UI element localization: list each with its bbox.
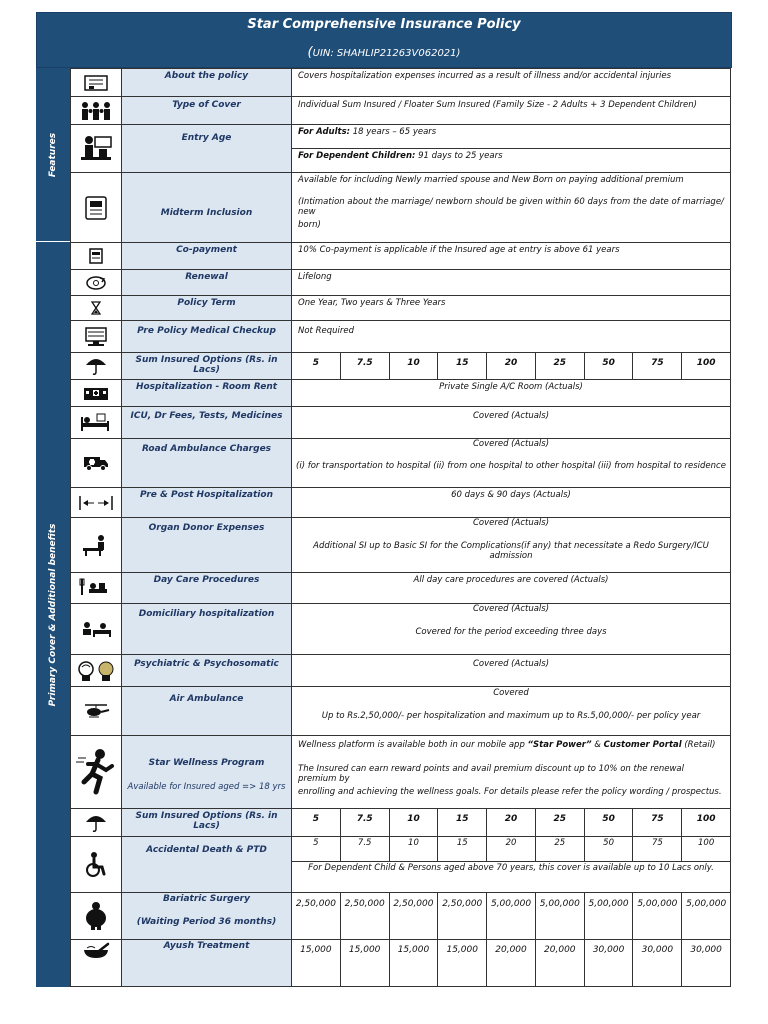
midterm-line-1: Available for including Newly married spouse and New Born on paying additional premium: [298, 175, 684, 185]
row-value: One Year, Two years & Three Years: [298, 298, 446, 308]
divider: [292, 861, 730, 862]
sum-insured-cell: 7.5: [341, 353, 390, 379]
organ-donor-line-2: Additional SI up to Basic SI for the Complications(if any) that necessitate a Redo Surgery/ICU admission: [313, 541, 709, 561]
accidental-value-cell: 50: [585, 837, 634, 861]
policy-title: Star Comprehensive Insurance Policy: [247, 17, 521, 32]
row-label: Hospitalization - Room Rent: [135, 382, 278, 392]
row-ayush-treatment: [70, 940, 731, 987]
row-value: Covered (Actuals): [472, 411, 550, 421]
row-accidental-death-ptd: [70, 837, 731, 893]
wellness-line-2: The Insured can earn reward points and avail premium discount up to 10% on the renewal premium by: [298, 764, 685, 784]
sum-insured-cell: 20: [487, 809, 536, 836]
midterm-line-3: born): [298, 220, 321, 230]
row-day-care: [70, 573, 731, 604]
umbrella-icon: [70, 353, 122, 379]
bariatric-value-cell: 5,00,000: [536, 893, 585, 939]
accidental-value-cell: 75: [633, 837, 682, 861]
organ-donor-line-1: Covered (Actuals): [472, 518, 550, 528]
row-value: All day care procedures are covered (Actuals): [413, 575, 609, 585]
row-label: Renewal: [185, 272, 228, 282]
runner-icon: [70, 736, 122, 808]
row-label: Organ Donor Expenses: [148, 523, 265, 533]
row-label: Midterm Inclusion: [160, 208, 253, 218]
ayush-value-cell: 15,000: [292, 940, 341, 986]
accidental-value-cell: 25: [536, 837, 585, 861]
hospital-building-icon: [70, 380, 122, 406]
row-value: Lifelong: [298, 272, 332, 282]
person-at-desk-icon: [70, 125, 122, 172]
row-domiciliary: [70, 604, 731, 655]
home-care-icon: [70, 604, 122, 654]
air-ambulance-line-1: Covered: [493, 688, 529, 698]
sum-insured-cell: 5: [292, 353, 341, 379]
row-label: Star Wellness Program: [148, 758, 265, 768]
row-air-ambulance: [70, 687, 731, 736]
accidental-note: For Dependent Child & Persons aged above 70 years, this cover is available up to 10 Lacs only.: [308, 863, 714, 873]
row-icu-dr-fees: [70, 407, 731, 439]
accidental-value-cell: 15: [438, 837, 487, 861]
psychiatric-heads-icon: [70, 655, 122, 686]
road-ambulance-line-2: (i) for transportation to hospital (ii) from one hospital to other hospital (iii) from hospital to residence: [296, 461, 726, 471]
domiciliary-line-2: Covered for the period exceeding three days: [415, 627, 607, 637]
bill-icon: [70, 243, 122, 269]
row-about-policy: [70, 68, 731, 97]
row-label: Day Care Procedures: [153, 575, 260, 585]
ayush-value-cell: 20,000: [536, 940, 585, 986]
row-co-payment: [70, 243, 731, 270]
sum-insured-cell: 100: [696, 814, 716, 824]
row-value: 60 days & 90 days (Actuals): [451, 490, 571, 500]
bariatric-values-grid: [292, 893, 730, 939]
sum-insured-cell: 20: [487, 353, 536, 379]
wellness-eligibility: Available for Insured aged => 18 yrs: [127, 782, 286, 792]
row-label: About the policy: [164, 71, 249, 81]
row-type-of-cover: [70, 97, 731, 125]
air-ambulance-line-2: Up to Rs.2,50,000/- per hospitalization and maximum up to Rs.5,00,000/- per policy year: [321, 711, 701, 721]
row-label: Policy Term: [177, 298, 236, 308]
row-sum-insured-options: [70, 353, 731, 380]
helicopter-icon: [70, 687, 122, 735]
sum-insured-cell: 75: [633, 809, 682, 836]
row-pre-policy-medical-checkup: [70, 321, 731, 353]
row-label: Road Ambulance Charges: [141, 444, 272, 454]
sum-insured-cell: 10: [390, 809, 439, 836]
family-icon: [70, 97, 122, 124]
features-section-label: Features: [48, 132, 58, 177]
primary-cover-section-bar: [36, 242, 70, 987]
ayush-value-cell: 20,000: [487, 940, 536, 986]
row-value: 10% Co-payment is applicable if the Insured age at entry is above 61 years: [298, 245, 620, 255]
policy-header: [36, 12, 732, 68]
row-value: Covered (Actuals): [472, 659, 550, 669]
row-label: Air Ambulance: [169, 694, 244, 704]
row-label: Entry Age: [181, 133, 232, 143]
row-pre-post-hospitalization: [70, 488, 731, 518]
computer-checkup-icon: [70, 321, 122, 352]
row-label: Bariatric Surgery: [162, 894, 250, 904]
bariatric-value-cell: 2,50,000: [292, 893, 341, 939]
divider: [292, 148, 730, 149]
accidental-values-grid: [292, 837, 730, 861]
ayush-value-cell: 15,000: [438, 940, 487, 986]
bariatric-value-cell: 5,00,000: [585, 893, 634, 939]
day-care-icon: [70, 573, 122, 603]
ayush-values-grid: [292, 940, 730, 986]
accidental-value-cell: 7.5: [341, 837, 390, 861]
surgery-patient-icon: [70, 518, 122, 572]
obese-person-icon: [70, 893, 122, 939]
accidental-value-cell: 5: [292, 837, 341, 861]
entry-age-children: For Dependent Children: 91 days to 25 years: [298, 151, 503, 161]
row-label: Type of Cover: [172, 100, 241, 110]
sum-insured-cell: 15: [438, 809, 487, 836]
domiciliary-line-1: Covered (Actuals): [472, 604, 550, 614]
renewal-cycle-icon: [70, 270, 122, 295]
ayush-value-cell: 30,000: [633, 940, 682, 986]
ayush-value-cell: 30,000: [585, 940, 634, 986]
range-arrows-icon: [70, 488, 122, 517]
sum-insured-cell: 25: [536, 809, 585, 836]
umbrella-icon: [70, 809, 122, 836]
row-bariatric-surgery: [70, 893, 731, 940]
row-label: Sum Insured Options (Rs. in Lacs): [135, 355, 278, 375]
row-value: Not Required: [298, 326, 354, 336]
sum-insured-cell: 15: [438, 353, 487, 379]
policy-uin: (UIN: SHAHLIP21263V062021): [307, 45, 461, 60]
wellness-line-3: enrolling and achieving the wellness goals. For details please refer the policy wording / prospectus.: [298, 787, 722, 797]
sum-insured-cell: 10: [390, 353, 439, 379]
bariatric-value-cell: 5,00,000: [686, 899, 727, 909]
row-room-rent: [70, 380, 731, 407]
sum-insured-cell: 5: [292, 809, 341, 836]
document-icon: [70, 69, 122, 96]
accidental-value-cell: 20: [487, 837, 536, 861]
mortar-pestle-icon: [70, 940, 122, 986]
sum-insured-cell: 50: [585, 353, 634, 379]
sum-insured-cell: 50: [585, 809, 634, 836]
accidental-value-cell: 10: [390, 837, 439, 861]
wellness-line-1: Wellness platform is available both in our mobile app “Star Power” & Customer Portal (Retail): [298, 740, 716, 750]
sum-insured-grid: [292, 809, 730, 836]
bariatric-value-cell: 5,00,000: [633, 893, 682, 939]
bariatric-value-cell: 5,00,000: [487, 893, 536, 939]
bariatric-waiting-period: (Waiting Period 36 months): [136, 917, 277, 927]
row-label: Ayush Treatment: [163, 941, 250, 951]
road-ambulance-line-1: Covered (Actuals): [472, 439, 550, 449]
row-sum-insured-options-2: [70, 809, 731, 837]
row-entry-age: [70, 125, 731, 173]
row-star-wellness: [70, 736, 731, 809]
accidental-value-cell: 100: [698, 838, 715, 848]
bariatric-value-cell: 2,50,000: [438, 893, 487, 939]
row-value: Individual Sum Insured / Floater Sum Insured (Family Size - 2 Adults + 3 Dependent Children): [298, 100, 697, 110]
row-organ-donor: [70, 518, 731, 573]
sum-insured-cell: 7.5: [341, 809, 390, 836]
row-psychiatric: [70, 655, 731, 687]
wheelchair-icon: [70, 837, 122, 892]
sum-insured-cell: 100: [696, 358, 716, 368]
row-label: Psychiatric & Psychosomatic: [134, 659, 279, 669]
ayush-value-cell: 15,000: [390, 940, 439, 986]
row-policy-term: [70, 296, 731, 321]
certificate-icon: [70, 173, 122, 242]
hourglass-icon: [70, 296, 122, 320]
midterm-line-2: (Intimation about the marriage/ newborn should be given within 60 days from the date of marriage/ new: [298, 197, 724, 217]
row-label: ICU, Dr Fees, Tests, Medicines: [130, 411, 283, 421]
row-value: Private Single A/C Room (Actuals): [439, 382, 583, 392]
row-midterm-inclusion: [70, 173, 731, 243]
bariatric-value-cell: 2,50,000: [341, 893, 390, 939]
ambulance-icon: [70, 439, 122, 487]
features-section-bar: [36, 68, 70, 241]
hospital-bed-icon: [70, 407, 122, 438]
ayush-value-cell: 30,000: [690, 945, 722, 955]
sum-insured-cell: 75: [633, 353, 682, 379]
row-label: Domiciliary hospitalization: [138, 609, 275, 619]
row-label: Pre Policy Medical Checkup: [137, 326, 276, 336]
row-road-ambulance: [70, 439, 731, 488]
ayush-value-cell: 15,000: [341, 940, 390, 986]
bariatric-value-cell: 2,50,000: [390, 893, 439, 939]
row-label: Co-payment: [176, 245, 237, 255]
row-renewal: [70, 270, 731, 296]
row-label: Pre & Post Hospitalization: [140, 490, 273, 500]
sum-insured-grid: [292, 353, 730, 379]
primary-cover-section-label: Primary Cover & Additional benefits: [48, 523, 58, 706]
row-label: Sum Insured Options (Rs. in Lacs): [135, 811, 278, 831]
sum-insured-cell: 25: [536, 353, 585, 379]
row-value: Covers hospitalization expenses incurred as a result of illness and/or accidental injuries: [298, 71, 672, 81]
entry-age-adults: For Adults: 18 years – 65 years: [298, 127, 437, 137]
row-label: Accidental Death & PTD: [146, 845, 267, 855]
